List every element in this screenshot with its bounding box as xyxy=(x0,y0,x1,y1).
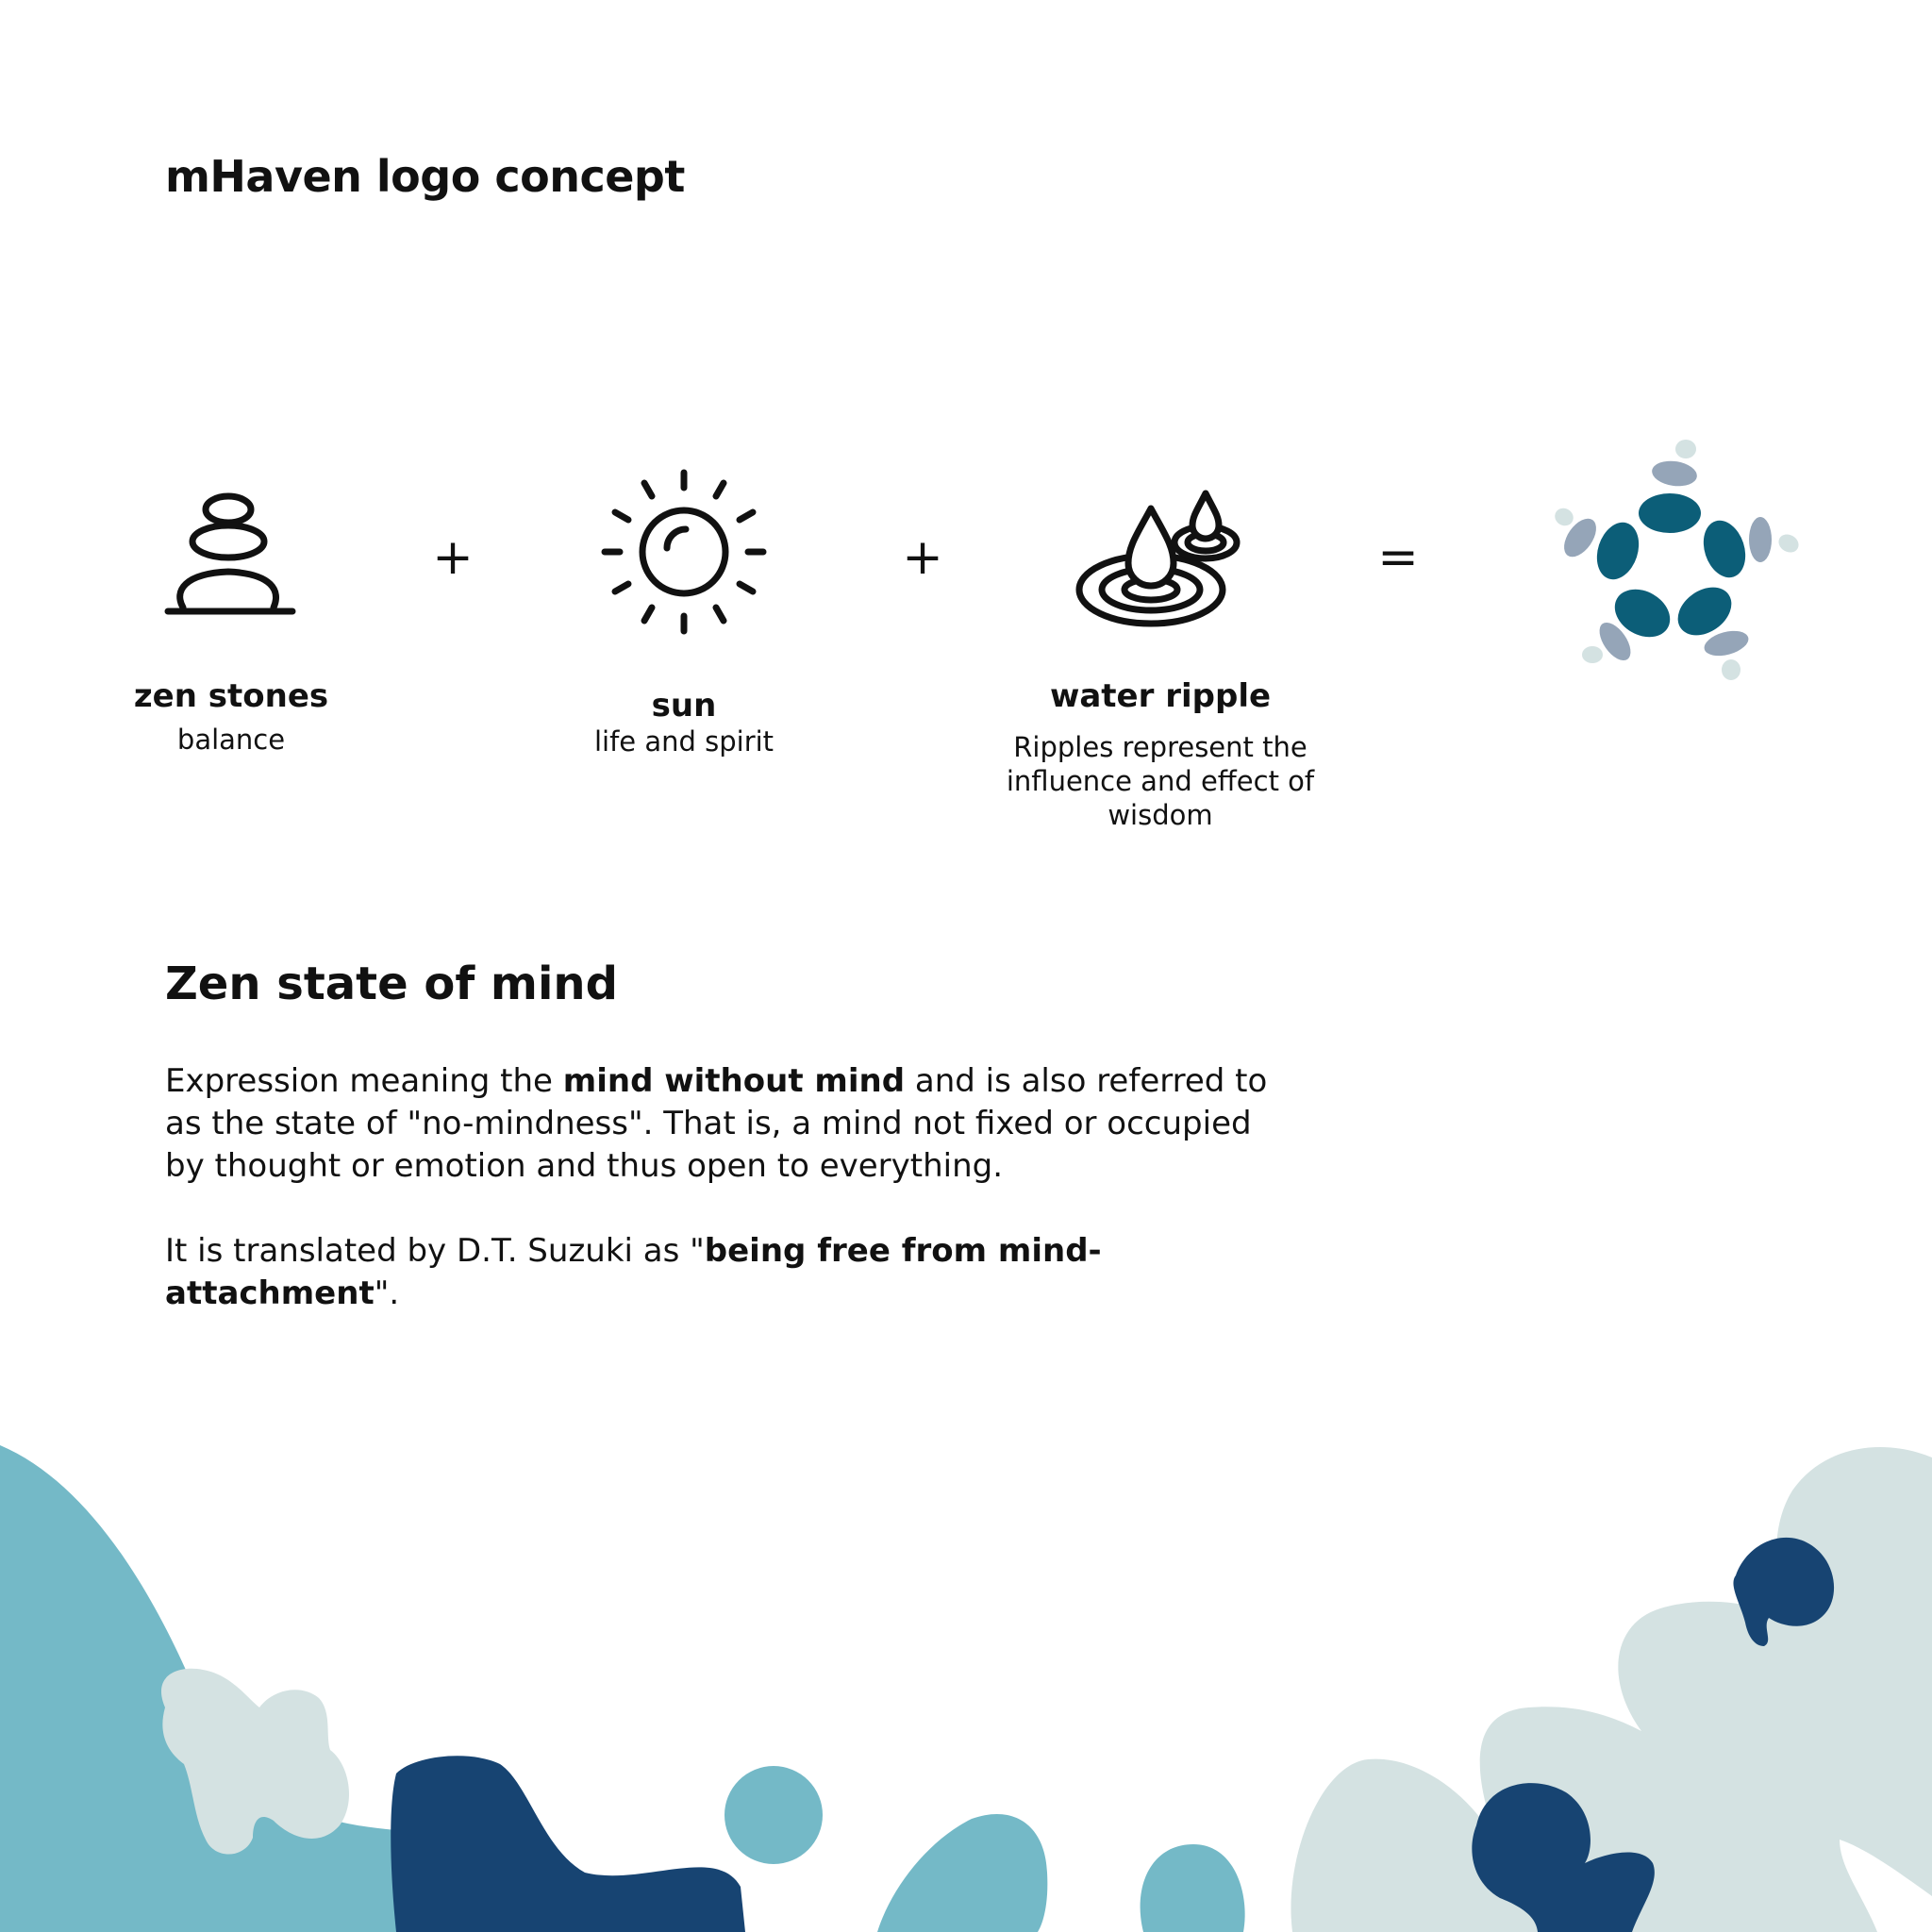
equals-operator: = xyxy=(1377,529,1419,586)
navy-blob-small xyxy=(1733,1538,1834,1646)
paragraph-2 xyxy=(165,1230,1297,1315)
teal-wave-blob xyxy=(0,1445,453,1932)
navy-blob-right xyxy=(1472,1783,1655,1932)
section-heading: Zen state of mind xyxy=(165,958,618,1010)
paragraph-2-text-end: ". xyxy=(374,1274,400,1312)
navy-blob-left xyxy=(391,1756,745,1932)
paragraph-1-text-end: and is also referred to as the state of "no-mindness". That is, a mind not fixed or occupied by thought or emotion and thus open to everything. xyxy=(165,1062,1268,1185)
paragraph-1 xyxy=(165,1060,1288,1188)
page-title: mHaven logo concept xyxy=(165,151,685,202)
teal-blob-middle xyxy=(877,1814,1047,1932)
sun-icon xyxy=(599,467,769,637)
paragraph-1-emphasis: mind without mind xyxy=(562,1062,906,1100)
water-ripple-desc: Ripples represent the influence and effect of wisdom xyxy=(1006,731,1315,831)
sun-label xyxy=(542,687,825,758)
plus-operator-1: + xyxy=(432,529,474,586)
pale-cloud-right xyxy=(1291,1447,1932,1932)
plus-operator-2: + xyxy=(902,529,943,586)
pale-cloud-blob xyxy=(161,1669,349,1855)
water-ripple-label xyxy=(991,677,1330,832)
paragraph-1-text-start: Expression meaning the xyxy=(165,1062,563,1100)
mhaven-logo-icon xyxy=(1547,434,1811,689)
zen-stones-icon xyxy=(160,481,302,623)
zen-stones-label xyxy=(90,677,373,757)
pale-cloud-gap xyxy=(1840,1840,1932,1932)
sun-name: sun xyxy=(651,687,717,724)
paragraph-2-text-start: It is translated by D.T. Suzuki as " xyxy=(165,1232,705,1270)
teal-blob-small xyxy=(1141,1844,1245,1932)
water-ripple-name: water ripple xyxy=(1049,677,1272,715)
paragraph-2-emphasis: being free from mind-attachment xyxy=(165,1232,1102,1312)
zen-stones-desc: balance xyxy=(176,724,286,756)
water-ripple-icon xyxy=(1066,486,1255,632)
teal-circle-blob xyxy=(724,1766,823,1864)
sun-desc: life and spirit xyxy=(593,725,774,758)
zen-stones-name: zen stones xyxy=(133,677,329,715)
